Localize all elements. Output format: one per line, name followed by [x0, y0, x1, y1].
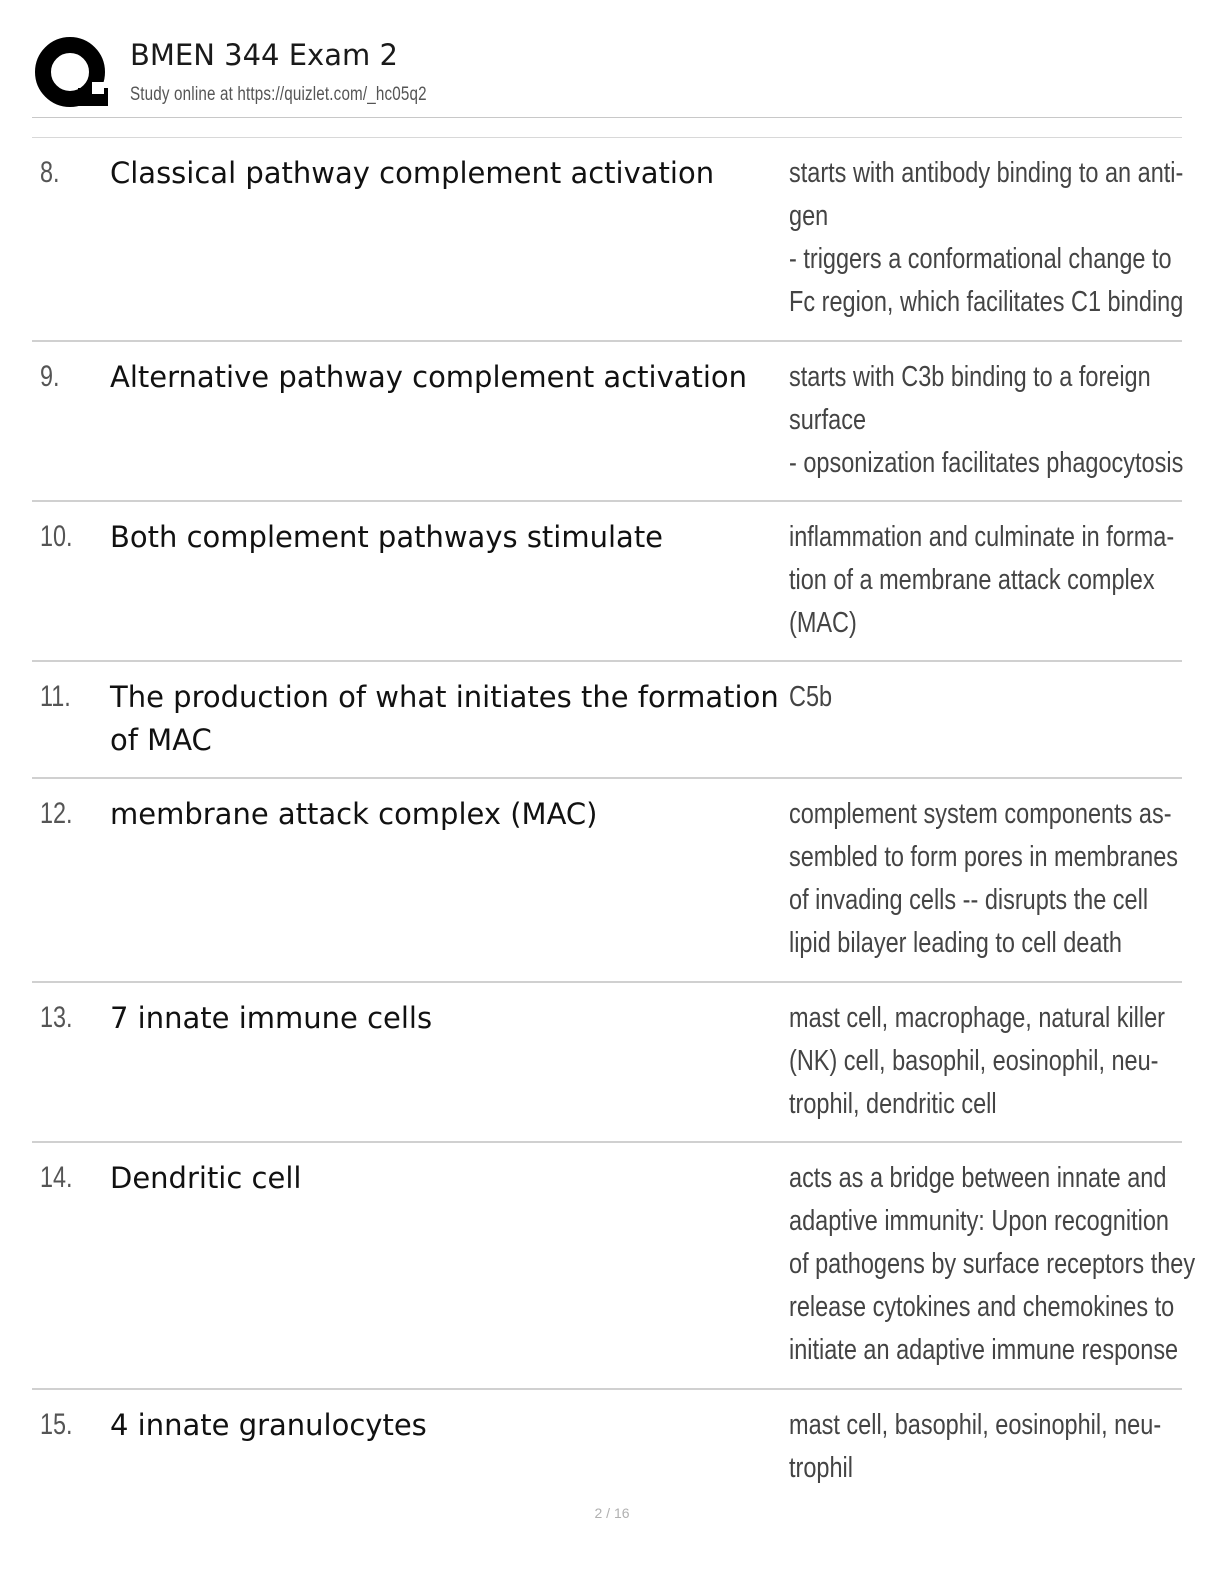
definition-line: trophil, dendritic cell: [789, 1088, 997, 1120]
definition-line: gen: [789, 200, 829, 232]
definition-line: - triggers a conformational change to: [789, 243, 1172, 275]
definition-line: starts with antibody binding to an anti-: [789, 157, 1184, 189]
definition-line: (MAC): [789, 607, 857, 639]
card-definition: [789, 997, 1170, 1126]
card-term: Dendritic cell: [110, 1161, 302, 1195]
definition-line: C5b: [789, 681, 833, 713]
definition-line: initiate an adaptive immune response: [789, 1334, 1179, 1366]
definition-line: of invading cells -- disrupts the cell: [789, 884, 1149, 916]
definition-line: adaptive immunity: Upon recognition: [789, 1205, 1169, 1237]
page-number: 2 / 16: [594, 1505, 630, 1521]
flashcard-row: [32, 779, 1182, 983]
document-header: [32, 30, 1182, 118]
definition-line: mast cell, basophil, eosinophil, neu-: [789, 1409, 1162, 1441]
card-definition: [789, 356, 1184, 485]
card-number: 12.: [40, 797, 73, 830]
flashcard-row: [32, 983, 1182, 1143]
flashcard-row: [32, 1143, 1196, 1390]
document-title: BMEN 344 Exam 2: [130, 38, 398, 72]
card-term: 4 innate granulocytes: [110, 1408, 427, 1442]
card-term: Both complement pathways stimulate: [110, 520, 664, 554]
card-number: 15.: [40, 1408, 73, 1441]
flashcard-list: [32, 138, 1196, 1500]
definition-line: inflammation and culminate in forma-: [789, 521, 1175, 553]
flashcard-row: [32, 502, 1182, 662]
definition-line: surface: [789, 404, 867, 436]
definition-line: trophil: [789, 1452, 853, 1484]
card-term: 7 innate immune cells: [110, 1001, 433, 1035]
card-definition: [789, 793, 1179, 965]
card-number: 11.: [40, 680, 71, 713]
definition-line: starts with C3b binding to a foreign: [789, 361, 1151, 393]
card-definition: [789, 516, 1175, 645]
card-term: The production of what initiates the formation of MAC: [110, 680, 779, 757]
card-definition: [789, 1404, 1170, 1490]
definition-line: Fc region, which facilitates C1 binding: [789, 286, 1184, 318]
definition-line: - opsonization facilitates phagocytosis: [789, 447, 1184, 479]
definition-line: mast cell, macrophage, natural killer: [789, 1002, 1166, 1034]
study-online-link-text: Study online at https://quizlet.com/_hc05q2: [130, 84, 427, 105]
flashcard-row: [32, 1390, 1182, 1500]
card-definition: [789, 152, 1184, 324]
header-divider: [32, 117, 1182, 118]
card-number: 13.: [40, 1001, 73, 1034]
card-term: membrane attack complex (MAC): [110, 797, 598, 831]
flashcard-row: [32, 662, 1182, 779]
definition-line: acts as a bridge between innate and: [789, 1162, 1167, 1194]
flashcard-row: [32, 342, 1182, 502]
card-number: 8.: [40, 156, 60, 189]
definition-line: release cytokines and chemokines to: [789, 1291, 1175, 1323]
definition-line: complement system components as-: [789, 798, 1172, 830]
definition-line: lipid bilayer leading to cell death: [789, 927, 1122, 959]
card-number: 9.: [40, 360, 60, 393]
card-number: 14.: [40, 1161, 73, 1194]
card-term: Alternative pathway complement activation: [110, 360, 748, 394]
definition-line: of pathogens by surface receptors they: [789, 1248, 1196, 1280]
definition-line: tion of a membrane attack complex: [789, 564, 1155, 596]
card-definition: [789, 1157, 1196, 1372]
definition-line: sembled to form pores in membranes: [789, 841, 1179, 873]
card-definition: [789, 676, 1170, 719]
flashcard-row: [32, 138, 1182, 342]
card-term: Classical pathway complement activation: [110, 156, 715, 190]
definition-line: (NK) cell, basophil, eosinophil, neu-: [789, 1045, 1159, 1077]
quizlet-q-logo-icon: [34, 36, 110, 112]
card-number: 10.: [40, 520, 73, 553]
